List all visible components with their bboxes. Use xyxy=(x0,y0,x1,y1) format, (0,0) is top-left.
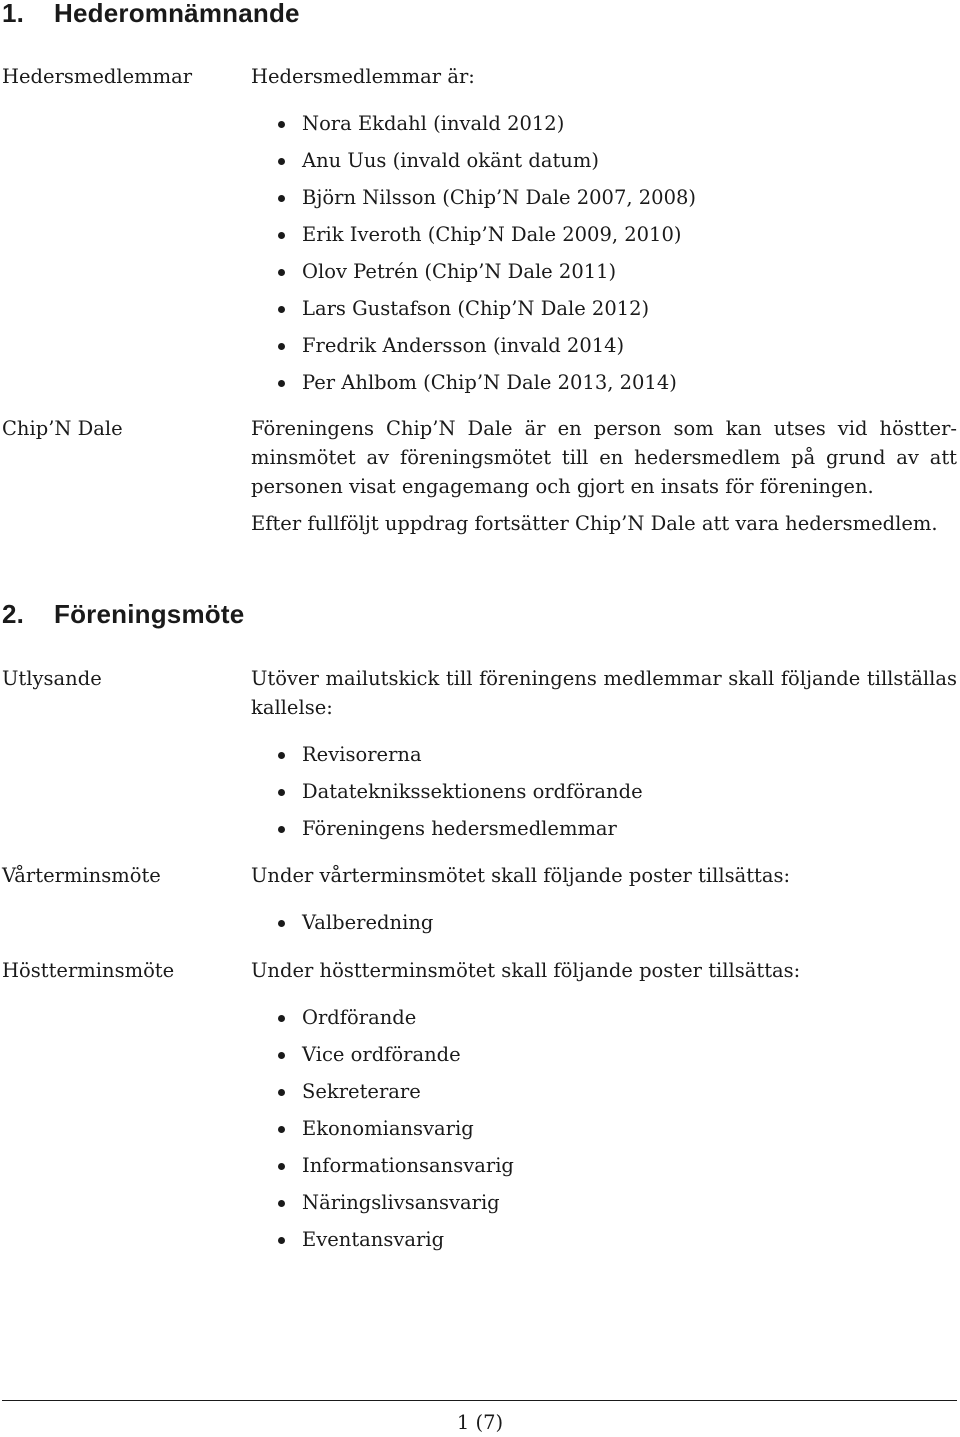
section-heading-hederomnamnande xyxy=(2,0,300,28)
margin-label-hostterminsmote: Höstterminsmöte xyxy=(2,959,175,982)
list-item: Fredrik Andersson (invald 2014) xyxy=(251,331,957,368)
list-item: Björn Nilsson (Chip’N Dale 2007, 2008) xyxy=(251,183,957,220)
intro-text: Under höstterminsmötet skall följande poster tillsättas: xyxy=(251,959,801,982)
section-heading-foreningsmote xyxy=(2,599,244,629)
list-item: Lars Gustafson (Chip’N Dale 2012) xyxy=(251,294,957,331)
content-varterminsmote xyxy=(251,861,957,945)
list-item: Informationsansvarig xyxy=(251,1151,957,1188)
section-number: 2. xyxy=(2,599,25,629)
section-title: Föreningsmöte xyxy=(54,599,245,629)
invitation-recipients-list xyxy=(251,740,957,851)
list-item: Ordförande xyxy=(251,1003,957,1040)
content-utlysande xyxy=(251,664,957,851)
section-title: Hederomnämnande xyxy=(54,0,300,28)
list-item: Eventansvarig xyxy=(251,1225,957,1262)
autumn-positions-list xyxy=(251,1003,957,1262)
honorary-members-list xyxy=(251,109,957,405)
intro-text: Utöver mailutskick till föreningens medlemmar skall följande tillställas kallelse: xyxy=(251,667,957,719)
margin-label-chip-n-dale: Chip’N Dale xyxy=(2,417,123,440)
content-chip-n-dale xyxy=(251,414,957,538)
intro-text: Under vårterminsmötet skall följande poster tillsättas: xyxy=(251,864,791,887)
list-item: Per Ahlbom (Chip’N Dale 2013, 2014) xyxy=(251,368,957,405)
list-item: Nora Ekdahl (invald 2012) xyxy=(251,109,957,146)
list-item: Datateknikssektionens ordförande xyxy=(251,777,957,814)
page-number: 1 (7) xyxy=(456,1411,504,1434)
list-item: Olov Petrén (Chip’N Dale 2011) xyxy=(251,257,957,294)
paragraph: Föreningens Chip’N Dale är en person som kan utses vid höstterminsmötet av föreningsmötet till en hedersmedlem på grund av att personen visat engagemang och gjort en insats för föreningen. xyxy=(251,417,957,498)
list-item: Ekonomiansvarig xyxy=(251,1114,957,1151)
spring-positions-list xyxy=(251,908,957,945)
margin-label-varterminsmote: Vårterminsmöte xyxy=(2,864,161,887)
section-number: 1. xyxy=(2,0,25,28)
list-item: Erik Iveroth (Chip’N Dale 2009, 2010) xyxy=(251,220,957,257)
list-item: Valberedning xyxy=(251,908,957,945)
list-item: Anu Uus (invald okänt datum) xyxy=(251,146,957,183)
content-hostterminsmote xyxy=(251,956,957,1262)
intro-text: Hedersmedlemmar är: xyxy=(251,65,475,88)
list-item: Revisorerna xyxy=(251,740,957,777)
list-item: Föreningens hedersmedlemmar xyxy=(251,814,957,851)
paragraph: Efter fullföljt uppdrag fortsätter Chip’N Dale att vara hedersmedlem. xyxy=(251,512,938,535)
content-hedersmedlemmar xyxy=(251,62,957,405)
margin-label-hedersmedlemmar: Hedersmedlemmar xyxy=(2,65,193,88)
list-item: Sekreterare xyxy=(251,1077,957,1114)
margin-label-utlysande: Utlysande xyxy=(2,667,102,690)
list-item: Näringslivsansvarig xyxy=(251,1188,957,1225)
footer-divider xyxy=(2,1400,957,1401)
list-item: Vice ordförande xyxy=(251,1040,957,1077)
